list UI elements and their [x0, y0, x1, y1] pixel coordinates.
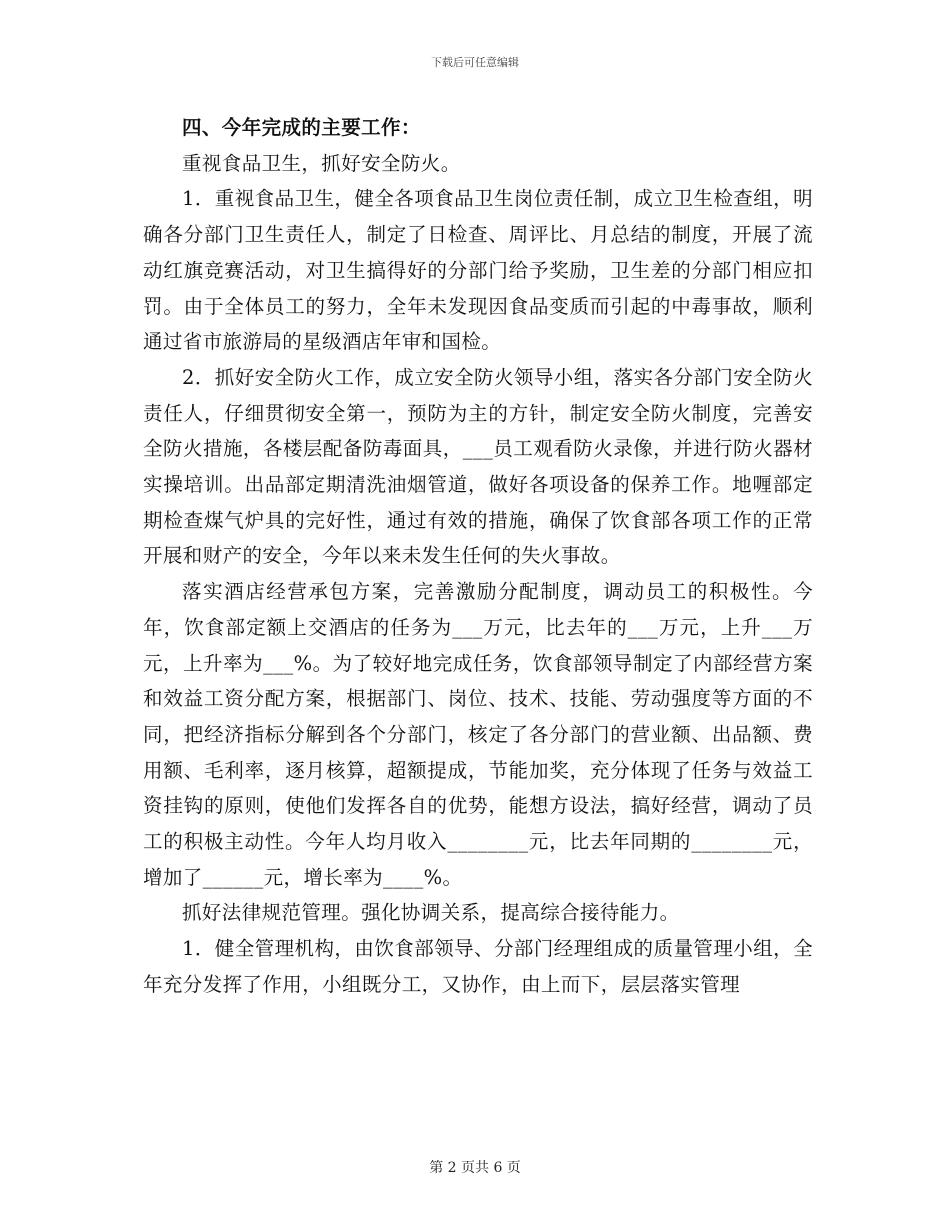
- section-heading: 四、今年完成的主要工作：: [182, 116, 421, 139]
- page-header: 下载后可任意编辑: [431, 56, 519, 69]
- paragraph-subtitle-legal: 抓好法律规范管理。强化协调关系，提高综合接待能力。: [182, 901, 680, 925]
- paragraph-management: 1．健全管理机构，由饮食部领导、分部门经理组成的质量管理小组，全年充分发挥了作用，小组既分工，又协作，由上而下，层层落实管理: [143, 937, 813, 996]
- paragraph-contract-plan: 落实酒店经营承包方案，完善激励分配制度，调动员工的积极性。今年，饮食部定额上交酒店的任务为___万元，比去年的___万元，上升___万元，上升率为___%。为了较好地完成任务，饮食部领导制定了内部经营方案和效益工资分配方案，根据部门、岗位、技术、技能、劳动强度等方面的不同，把经济指标分解到各个分部门，核定了各分部门的营业额、出品额、费用额、毛利率，逐月核算，超额提成，节能加奖，充分体现了任务与效益工资挂钩的原则，使他们发挥各自的优势，能想方设法，搞好经营，调动了员工的积极主动性。今年人均月收入________元，比去年同期的________元，增加了______元，增长率为____%。: [143, 580, 813, 889]
- paragraph-fire-safety: 2．抓好安全防火工作，成立安全防火领导小组，落实各分部门安全防火责任人，仔细贯彻安全第一，预防为主的方针，制定安全防火制度，完善安全防火措施，各楼层配备防毒面具，___员工观看防火录像，并进行防火器材实操培训。出品部定期清洗油烟管道，做好各项设备的保养工作。地喱部定期检查煤气炉具的完好性，通过有效的措施，确保了饮食部各项工作的正常开展和财产的安全，今年以来未发生任何的失火事故。: [143, 365, 813, 568]
- paragraph-food-hygiene: 1．重视食品卫生，健全各项食品卫生岗位责任制，成立卫生检查组，明确各分部门卫生责任人，制定了日检查、周评比、月总结的制度，开展了流动红旗竞赛活动，对卫生搞得好的分部门给予奖励，卫生差的分部门相应扣罚。由于全体员工的努力，全年未发现因食品变质而引起的中毒事故，顺利通过省市旅游局的星级酒店年审和国检。: [143, 187, 813, 354]
- document-body: [143, 110, 813, 1003]
- page-footer: 第 2 页共 6 页: [429, 1160, 521, 1176]
- paragraph-subtitle-hygiene: 重视食品卫生，抓好安全防火。: [182, 151, 461, 175]
